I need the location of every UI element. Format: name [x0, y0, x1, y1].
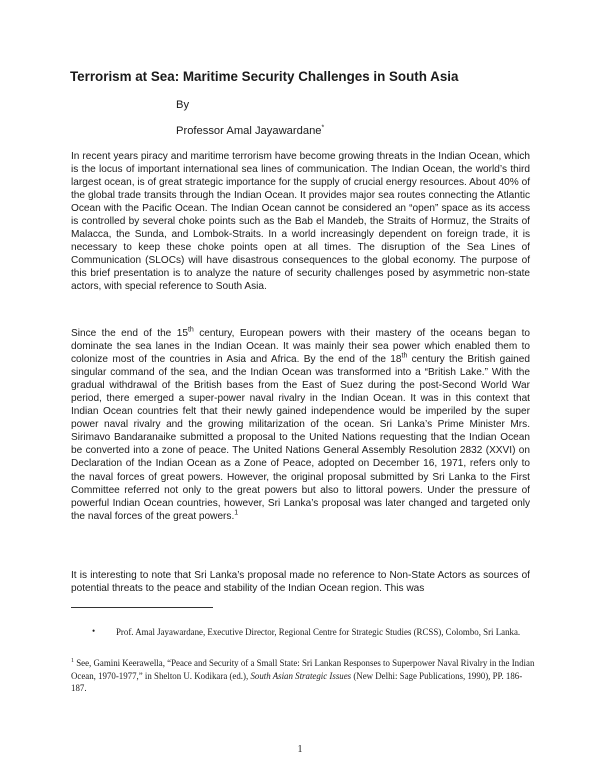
footnote-1-text-a: See, Gamini Keerawella, “Peace and Security of a Small State: Sri Lankan Responses to Superpower Naval Rivalry in the Indian Ocean, 1970-1977,” in Shelton U. Kodikara (ed.), [71, 658, 535, 681]
paragraph-history-part2: century, European powers with their mastery of the oceans began to dominate the sea lanes in the Indian Ocean. It was mainly their sea power which enabled them to colonize most of the countries in Asia and Africa. By the end of the 18 [71, 328, 530, 366]
footnote-ref-1: 1 [234, 509, 239, 517]
author-footnote-mark: * [321, 124, 325, 132]
paragraph-history-part1: Since the end of the 15 [71, 328, 188, 339]
footnote-1-book-title: South Asian Strategic Issues [250, 670, 352, 681]
author-text: Professor Amal Jayawardane [176, 125, 322, 137]
footnote-1-text-b: (New Delhi: Sage Publications, 1990), PP. 186-187. [71, 670, 523, 693]
footnote-separator [71, 607, 213, 608]
paragraph-non-state: It is interesting to note that Sri Lanka’s proposal made no reference to Non-State Actors as sources of potential threats to the peace and stability of the Indian Ocean region. This was [71, 570, 530, 595]
page-title: Terrorism at Sea: Maritime Security Challenges in South Asia [70, 69, 459, 84]
ordinal-sup-18th: th [401, 352, 408, 360]
footnote-affiliation: Prof. Amal Jayawardane, Executive Director, Regional Centre for Strategic Studies (RCSS), Colombo, Sri Lanka. [116, 627, 521, 637]
footnote-1 [71, 657, 536, 695]
ordinal-sup-15th: th [187, 326, 194, 334]
paragraph-history-part3: century the British gained singular command of the sea, and the Indian Ocean was transformed into a “British Lake.” With the gradual withdrawal of the British bases from the East of Suez during the post-Second World War period, there emerged a super-power naval rivalry in the Indian Ocean. It was in this context that Indian Ocean countries felt that their newly gained independence would be imperiled by the super power naval rivalry and the growing militarization of the ocean. Sri Lanka’s Prime Minister Mrs. Sirimavo Bandaranaike submitted a proposal to the United Nations requesting that the Indian Ocean be converted into a zone of peace. The United Nations General Assembly Resolution 2832 (XXVI) on Declaration of the Indian Ocean as a Zone of Peace, adopted on December 16, 1971, refers only to the naval forces of great powers. However, the original proposal submitted by Sri Lanka to the First Committee referred not only to the great powers but also to littoral powers. Under the pressure of powerful Indian Ocean countries, however, Sri Lanka’s proposal was later changed and targeted only the naval forces of the great powers. [71, 354, 530, 522]
paragraph-intro: In recent years piracy and maritime terrorism have become growing threats in the Indian Ocean, which is the locus of important international sea lines of communication. The Indian Ocean, the world’s third largest ocean, is of great strategic importance for the supply of crucial energy resources. About 40% of the global trade transits through the Indian Ocean. It provides major sea routes connecting the Atlantic Ocean with the Pacific Ocean. The Indian Ocean cannot be considered an “open” space as its access is controlled by several choke points such as the Bab el Mandeb, the Straits of Hormuz, the Straits of Malacca, the Sunda, and Lombok-Straits. In a world increasingly dependent on foreign trade, it is necessary to keep these choke points open at all times. The disruption of the Sea Lines of Communication (SLOCs) will have disastrous consequences to the global economy. The purpose of this brief presentation is to analyze the nature of security challenges posed by asymmetric non-state actors, with special reference to South Asia. [71, 151, 530, 293]
author-name [176, 125, 324, 137]
footnote-bullet: • [92, 626, 96, 636]
footnote-1-mark: 1 [71, 658, 74, 665]
paragraph-history [71, 327, 530, 523]
page-number: 1 [297, 744, 303, 755]
byline-by: By [176, 99, 190, 111]
